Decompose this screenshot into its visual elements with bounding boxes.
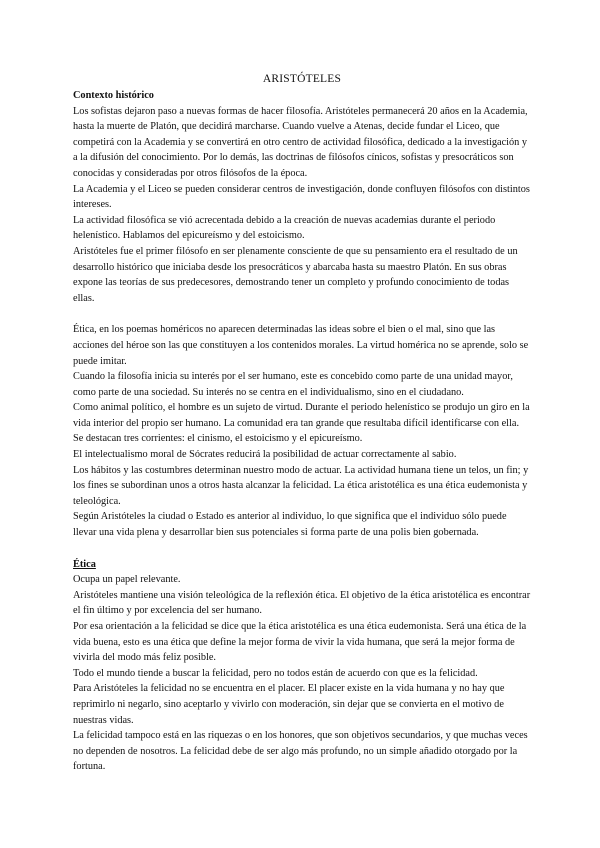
paragraph: Ética, en los poemas homéricos no aparecen determinadas las ideas sobre el bien o el mal, sino que las acciones del héroe son las que constituyen a los contenidos morales. La virtud homérica no se aprende, solo se puede imitar. — [73, 324, 529, 367]
paragraph: Aristóteles fue el primer filósofo en ser plenamente consciente de que su pensamiento era el resultado de un desarrollo histórico que iniciaba desde los presocráticos y abarcaba hasta su maestro Platón. En sus obras expone las teorías de sus predecesores, demostrando tener un completo y profundo conocimiento de todas ellas. — [73, 245, 518, 304]
paragraph: Cuando la filosofía inicia su interés por el ser humano, este es concebido como parte de una unidad mayor, como parte de una sociedad. Su interés no se centra en el individualismo, sino en el ciudadano. — [73, 371, 513, 398]
section-etica — [73, 557, 531, 775]
paragraph: Todo el mundo tiende a buscar la felicidad, pero no todos están de acuerdo con que es la felicidad. — [73, 667, 478, 679]
document-title: ARISTÓTELES — [262, 73, 342, 85]
paragraph: Se destacan tres corrientes: el cinismo, el estoicismo y el epicureísmo. — [73, 433, 363, 445]
paragraph: La felicidad tampoco está en las riquezas o en los honores, que son objetivos secundarios, y que muchas veces no dependen de nosotros. La felicidad debe de ser algo más profundo, no un simple añadido otorgado por la fortuna. — [73, 730, 528, 773]
paragraph: La actividad filosófica se vió acrecentada debido a la creación de nuevas academias durante el periodo helenístico. Hablamos del epicureísmo y del estoicismo. — [73, 214, 496, 242]
section-etica-intro — [73, 322, 531, 540]
paragraph: Según Aristóteles la ciudad o Estado es anterior al individuo, lo que significa que el individuo sólo puede llevar una vida plena y desarrollar bien sus potenciales si forma parte de una polis bien gobernada. — [73, 511, 507, 539]
paragraph: Para Aristóteles la felicidad no se encuentra en el placer. El placer existe en la vida humana y no hay que reprimirlo ni negarlo, sino aceptarlo y vivirlo con moderación, sin dejar que se convierta en el motivo de nuestras vidas. — [73, 683, 505, 726]
document-page — [73, 72, 531, 775]
paragraph: Ocupa un papel relevante. — [73, 574, 181, 586]
paragraph: La Academia y el Liceo se pueden considerar centros de investigación, donde confluyen filósofos con distintos intereses. — [73, 183, 530, 211]
section-heading-etica: Ética — [73, 558, 96, 570]
paragraph: Los hábitos y las costumbres determinan nuestro modo de actuar. La actividad humana tiene un telos, un fin; y los fines se subordinan unos a otros hasta alcanzar la felicidad. La ética aristotélica es una ética eudemonista y teleológica. — [73, 464, 529, 507]
section-contexto-historico — [73, 88, 531, 306]
section-heading-contexto: Contexto histórico — [73, 90, 154, 101]
paragraph: Los sofistas dejaron paso a nuevas formas de hacer filosofía. Aristóteles permanecerá 20 años en la Academia, hasta la muerte de Platón, que decidirá marcharse. Cuando vuelve a Atenas, decide fundar el Liceo, que competirá con la Academia y se convertirá en otro centro de actividad filosófica, dedicado a la investigación y a la difusión del conocimiento. Por lo demás, las doctrinas de filósofos cínicos, sofistas y presocráticos son conocidas y consideradas por otros filósofos de la época. — [73, 105, 528, 179]
paragraph: El intelectualismo moral de Sócrates reducirá la posibilidad de actuar correctamente al sabio. — [73, 449, 457, 461]
paragraph: Por esa orientación a la felicidad se dice que la ética aristotélica es una ética eudemonista. Será una ética de la vida buena, esto es una ética que define la mejor forma de vivir la vida humana, que será la mejor forma de vivirla del modo más feliz posible. — [73, 621, 527, 664]
paragraph: Como animal político, el hombre es un sujeto de virtud. Durante el periodo helenístico se produjo un giro en la vida interior del propio ser humano. La comunidad era tan grande que resultaba difícil identificarse con ella. — [73, 402, 530, 429]
paragraph: Aristóteles mantiene una visión teleológica de la reflexión ética. El objetivo de la ética aristotélica es encontrar el fin último y por excelencia del ser humano. — [73, 589, 531, 617]
